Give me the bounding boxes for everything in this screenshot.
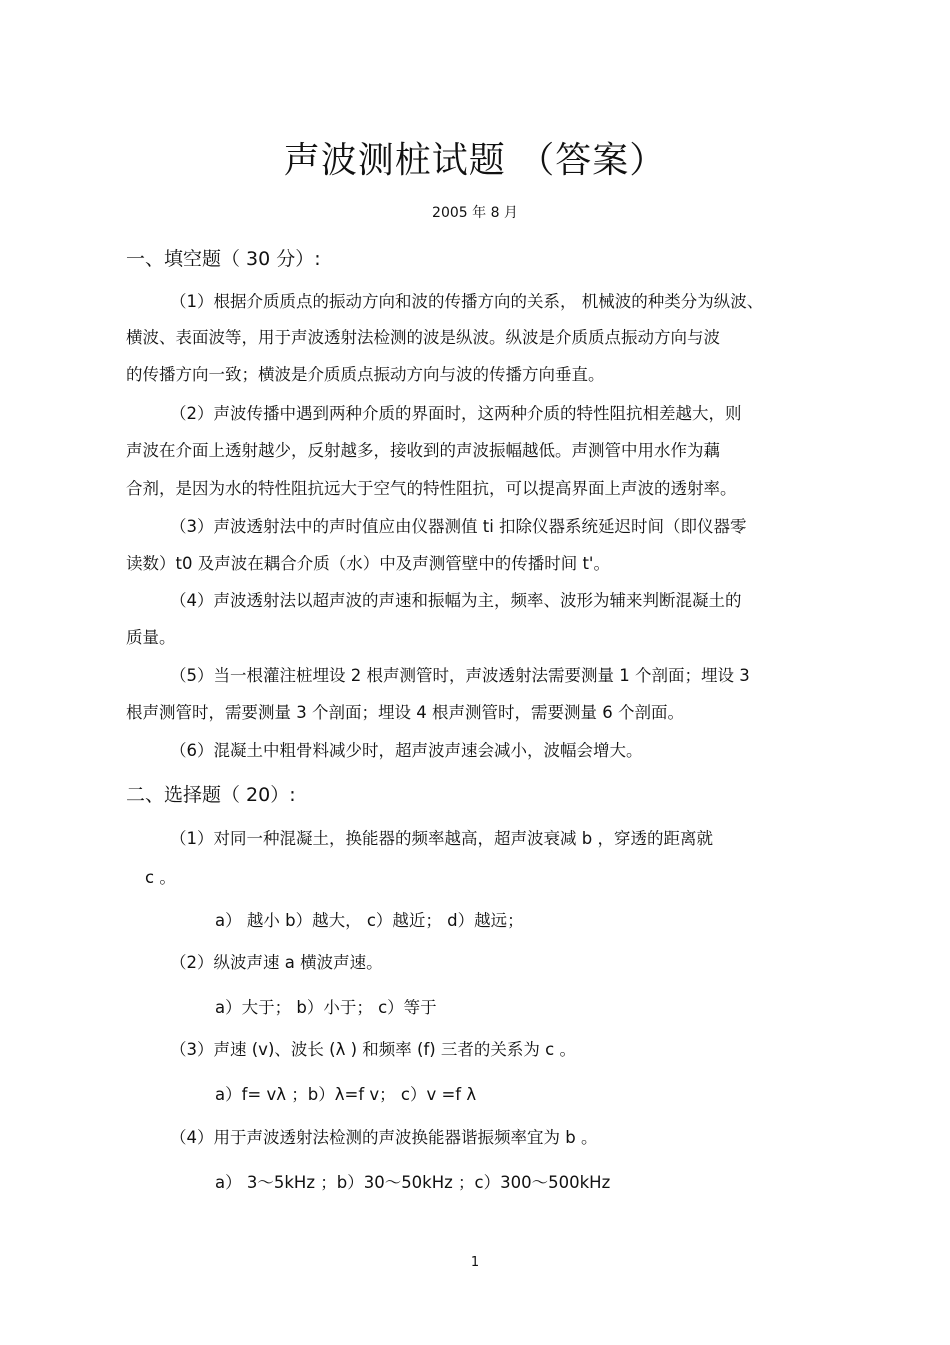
s2-line: （3）声速 (v)、波长 (λ ) 和频率 (f) 三者的关系为 c 。 [170,1040,576,1059]
s1-line: （5）当一根灌注桩埋设 2 根声测管时，声波透射法需要测量 1 个剖面；埋设 3 [170,666,750,685]
s1-line: 质量。 [126,628,176,647]
s2-line: （1）对同一种混凝土，换能器的频率越高，超声波衰减 b ，穿透的距离就 [170,829,713,848]
page-title: 声波测桩试题 （答案） [283,140,667,181]
s1-line: 的传播方向一致；横波是介质质点振动方向与波的传播方向垂直。 [126,365,605,384]
s1-line: 读数）t0 及声波在耦合介质（水）中及声测管壁中的传播时间 t'。 [126,554,610,573]
s1-line: （2）声波传播中遇到两种介质的界面时，这两种介质的特性阻抗相差越大，则 [170,404,742,423]
s2-option: a） 3～5kHz ；b）30～50kHz ；c）300～500kHz [215,1173,611,1192]
date: 2005 年 8 月 [432,205,518,221]
s2-option: a） 越小 b）越大， c）越近； d）越远； [215,911,524,930]
s1-line: （4）声波透射法以超声波的声速和振幅为主，频率、波形为辅来判断混凝土的 [170,591,742,610]
s2-option: a）大于； b）小于； c）等于 [215,998,437,1017]
s1-line: （1）根据介质质点的振动方向和波的传播方向的关系， 机械波的种类分为纵波、 [170,292,764,311]
s1-line: 横波、表面波等，用于声波透射法检测的波是纵波。纵波是介质质点振动方向与波 [126,328,720,347]
section2-heading: 二、选择题（ 20）: [126,784,296,806]
s1-line: 根声测管时，需要测量 3 个剖面；埋设 4 根声测管时，需要测量 6 个剖面。 [126,703,684,722]
s2-line: （4）用于声波透射法检测的声波换能器谐振频率宜为 b 。 [170,1128,598,1147]
s1-line: 声波在介面上透射越少，反射越多，接收到的声波振幅越低。声测管中用水作为藕 [126,441,720,460]
s1-line: （3）声波透射法中的声时值应由仪器测值 ti 扣除仪器系统延迟时间（即仪器零 [170,517,747,536]
s2-option: a）f= vλ ；b）λ=f v； c）v =f λ [215,1085,477,1104]
section1-heading: 一、填空题（ 30 分）: [126,248,321,270]
s2-line: c 。 [145,868,176,887]
s2-line: （2）纵波声速 a 横波声速。 [170,953,383,972]
s1-line: 合剂，是因为水的特性阻抗远大于空气的特性阻抗，可以提高界面上声波的透射率。 [126,479,737,498]
page-number: 1 [470,1255,480,1270]
s1-line: （6）混凝土中粗骨料减少时，超声波声速会减小，波幅会增大。 [170,741,643,760]
